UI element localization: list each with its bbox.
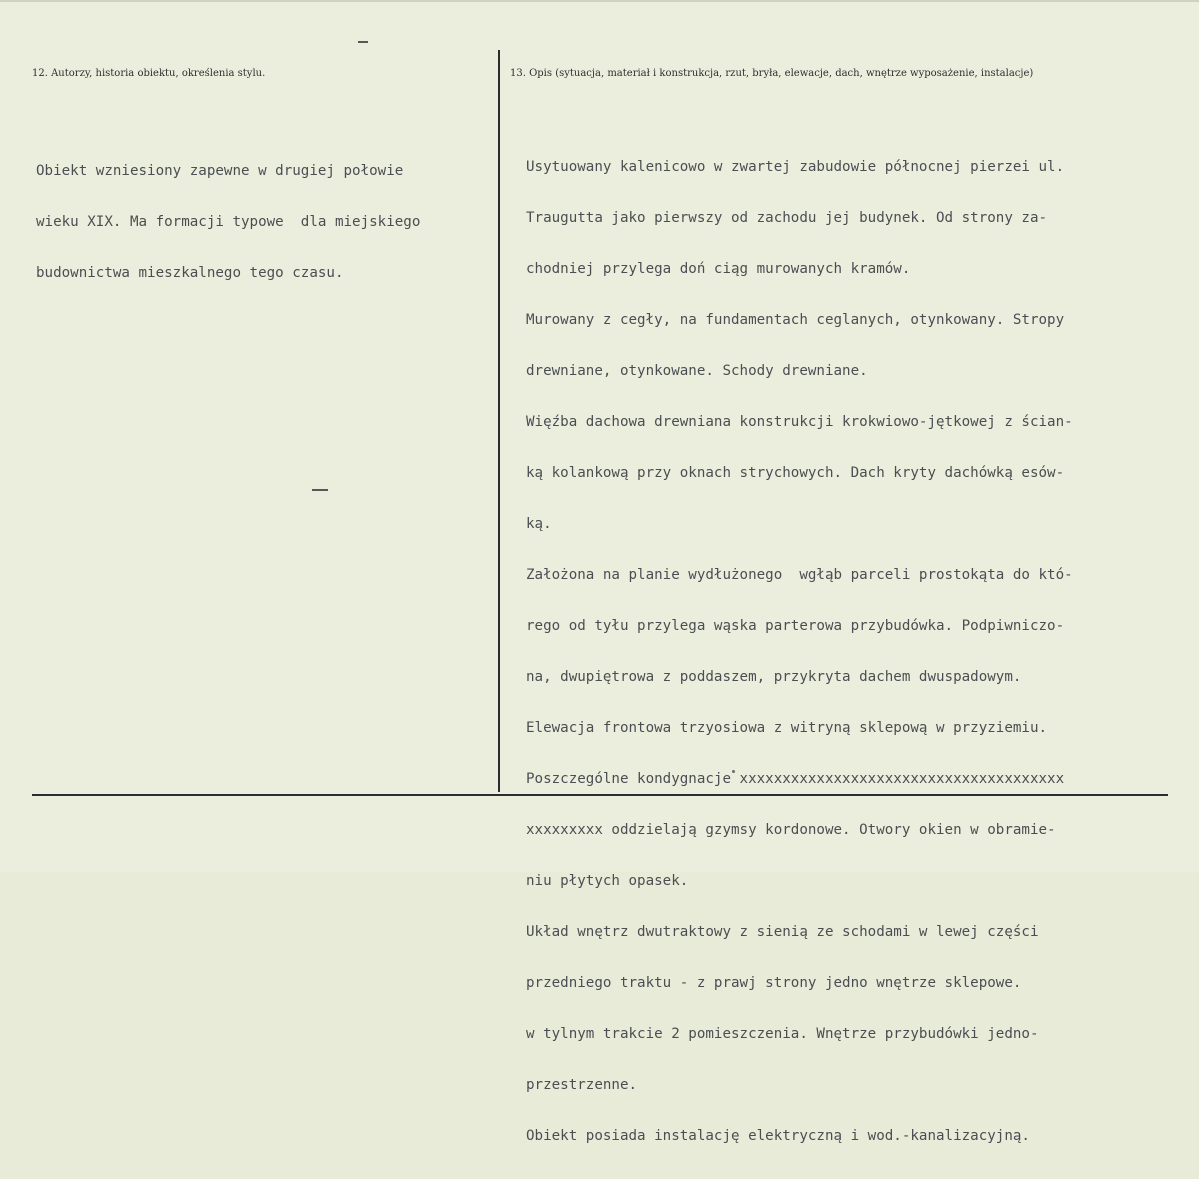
text-line: Elewacja frontowa trzyosiowa z witryną sklepową w przyziemiu. — [526, 720, 1048, 736]
text-line: Traugutta jako pierwszy od zachodu jej budynek. Od strony za- — [526, 210, 1048, 226]
text-line: Usytuowany kalenicowo w zwartej zabudowie północnej pierzei ul. — [526, 159, 1065, 175]
section-13-text — [526, 125, 1073, 1179]
stray-mark — [358, 41, 368, 43]
text-line: przedniego traktu - z prawj strony jedno wnętrze sklepowe. — [526, 975, 1022, 991]
column-divider — [498, 50, 500, 792]
text-line: niu płytych opasek. — [526, 873, 689, 889]
text-line: Obiekt wzniesiony zapewne w drugiej połowie — [36, 163, 404, 179]
text-line: Obiekt posiada instalację elektryczną i wod.-kanalizacyjną. — [526, 1128, 1030, 1144]
text-line: rego od tyłu przylega wąska parterowa przybudówka. Podpiwniczo- — [526, 618, 1065, 634]
text-line: przestrzenne. — [526, 1077, 638, 1093]
text-line: drewniane, otynkowane. Schody drewniane. — [526, 363, 868, 379]
section-13-header: 13. Opis (sytuacja, materiał i konstrukcja, rzut, bryła, elewacje, dach, wnętrze wyposażenie, instalacje) — [510, 68, 1034, 79]
text-line: ką kolankową przy oknach strychowych. Dach kryty dachówką esów- — [526, 465, 1065, 481]
text-line: w tylnym trakcie 2 pomieszczenia. Wnętrze przybudówki jedno- — [526, 1026, 1039, 1042]
text-line: Założona na planie wydłużonego wgłąb parceli prostokąta do któ- — [526, 567, 1073, 583]
text-line: Poszczególne kondygnacje xxxxxxxxxxxxxxxxxxxxxxxxxxxxxxxxxxxxxx — [526, 771, 1065, 787]
text-line: na, dwupiętrowa z poddaszem, przykryta dachem dwuspadowym. — [526, 669, 1022, 685]
text-line: Więźba dachowa drewniana konstrukcji krokwiowo-jętkowej z ścian- — [526, 414, 1073, 430]
section-12-text — [36, 129, 420, 316]
text-line: xxxxxxxxx oddzielają gzymsy kordonowe. Otwory okien w obramie- — [526, 822, 1056, 838]
text-line: chodniej przylega doń ciąg murowanych kramów. — [526, 261, 911, 277]
text-line: Murowany z cegły, na fundamentach ceglanych, otynkowany. Stropy — [526, 312, 1065, 328]
text-line: budownictwa mieszkalnego tego czasu. — [36, 265, 344, 281]
text-line: wieku XIX. Ma formacji typowe dla miejskiego — [36, 214, 421, 230]
stray-mark — [312, 489, 328, 491]
text-line: Układ wnętrz dwutraktowy z sienią ze schodami w lewej części — [526, 924, 1039, 940]
text-line: ką. — [526, 516, 552, 532]
section-12-header: 12. Autorzy, historia obiektu, określenia stylu. — [32, 68, 266, 79]
